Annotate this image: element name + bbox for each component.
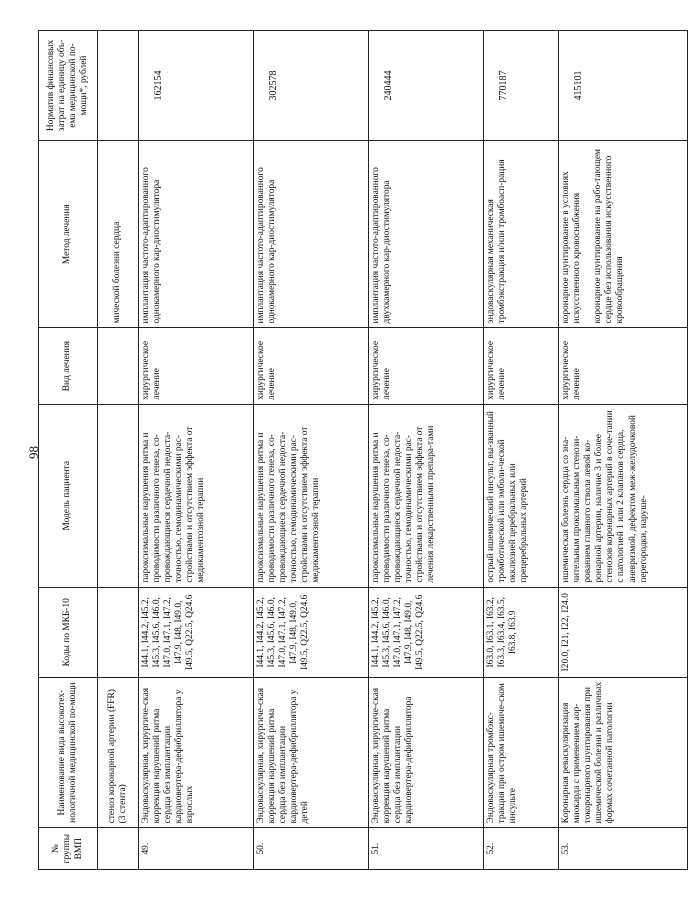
cell-method (484, 140, 559, 327)
cell-cost: 240444 (369, 31, 484, 141)
vmp-table (38, 30, 688, 870)
cell-method (139, 140, 254, 327)
cell-name: стеноз коронарной артерии (FFR) (3 стента) (98, 677, 139, 827)
table-row (254, 31, 369, 870)
cell-method: мической болезни сердца (98, 140, 139, 327)
cell-kind: хирургическое лечение (369, 328, 484, 404)
header-method: Метод лечения (39, 140, 98, 327)
table-row (369, 31, 484, 870)
cell-name: Коронарная реваскуляризация миокарда с применением аор-токоронарного шунтирования при ишемической болезни и различных формах сочетанной патологии (559, 677, 688, 827)
cell-codes: I20.0, I21, I22, I24.0 (559, 587, 688, 677)
cell-model: пароксизмальные нарушения ритма и проводимости различного генеза, со-провождающиеся сердечной недоста-точностью, гемодинамическими рас-стройствами и отсутствием эффекта от медикаментозной терапии (139, 404, 254, 587)
method-text-2: коронарное шунтирование на рабо-тающем сердце без использования искусственного кровообращения (593, 149, 626, 324)
method-text: эндоваскулярная механическая тромбэкстракция и/или тромбоасп-рация (486, 159, 508, 324)
table-row (484, 31, 559, 870)
cell-num: 51. (369, 828, 484, 870)
header-row (39, 31, 98, 870)
cell-model: острый ишемический инсульт, вы-званный тромботической или эмболи-ческой окклюзией церебральных или прецеребральных артерий (484, 404, 559, 587)
table-row (559, 31, 688, 870)
cell-codes: I44.1, I44.2, I45.2, I45.3, I45.6, I46.0, I47.0, I47.1, I47.2, I47.9, I48, I49.0, I49.5, Q22.5, Q24.6 (139, 587, 254, 677)
cell-cost: 415101 (559, 31, 688, 141)
cell-method (254, 140, 369, 327)
cell-kind (98, 328, 139, 404)
cell-num: 52. (484, 828, 559, 870)
cell-cost: 770187 (484, 31, 559, 141)
table-row (139, 31, 254, 870)
cell-num (98, 828, 139, 870)
cell-cost: 302578 (254, 31, 369, 141)
continuation-row (98, 31, 139, 870)
header-group: № группы ВМП (39, 828, 98, 870)
method-text: имплантация частото-адаптированного двухкамерного кар-диостимулятора (371, 167, 393, 324)
page-number: 98 (26, 446, 41, 459)
cell-name: Эндоваскулярная, хирургиче-ская коррекция нарушений ритма сердца без имплантации кардиовертера-дефибриллятора у детей (254, 677, 369, 827)
cell-num: 53. (559, 828, 688, 870)
header-codes: Коды по МКБ-10 (39, 587, 98, 677)
method-text: имплантация частото-адаптированного однокамерного кар-диостимулятора (256, 167, 278, 324)
cell-model: пароксизмальные нарушения ритма и проводимости различного генеза, со-провождающиеся сердечной недоста-точностью, гемодинамическими рас-стройствами и отсутствием эффекта от медикаментозной терапии (254, 404, 369, 587)
method-text: имплантация частото-адаптированного однокамерного кар-диостимулятора (141, 167, 163, 324)
cell-method (559, 140, 688, 327)
header-model: Модель пациента (39, 404, 98, 587)
cell-kind: хирургическое лечение (254, 328, 369, 404)
method-text: коронарное шунтирование в условиях искусственного кровоснабжения (561, 171, 583, 324)
cell-model: пароксизмальные нарушения ритма и проводимости различного генеза, со-провождающиеся сердечной недоста-точностью, гемодинамическими рас-стройствами и отсутствием эффекта от лечения лекарственными препара-тами (369, 404, 484, 587)
cell-cost: 162154 (139, 31, 254, 141)
cell-codes: I44.1, I44.2, I45.2, I45.3, I45.6, I46.0, I47.0, I47.1, I47.2, I47.9, I48, I49.0, I49.5, Q22.5, Q24.6 (254, 587, 369, 677)
cell-name: Эндоваскулярная тромбэкс-тракция при остром ишемиче-ском инсульте (484, 677, 559, 827)
cell-codes (98, 587, 139, 677)
header-kind: Вид лечения (39, 328, 98, 404)
cell-model: ишемическая болезнь сердца со зна-чительным проксимальным стенози-рованием главного ствола левой ко-ронарной артерии, наличие 3 и более стенозов коронарных артерий в соче-тании с патологией 1 или 2 клапанов сердца, аневризмой, дефектом меж-желудочковой перегородки, наруше- (559, 404, 688, 587)
cell-num: 49. (139, 828, 254, 870)
cell-kind: хирургическое лечение (484, 328, 559, 404)
cell-cost (98, 31, 139, 141)
header-name: Наименование вида высокотех-нологичной медицинской по-мощи (39, 677, 98, 827)
cell-codes: I63.0, I63.1, I63.2, I63.3, I63.4, I63.5, I63.8, I63.9 (484, 587, 559, 677)
cell-name: Эндоваскулярная, хирургиче-ская коррекция нарушений ритма сердца без имплантации кардиовертера-дефибриллятора (369, 677, 484, 827)
cell-kind: хирургическое лечение (139, 328, 254, 404)
cell-num: 50. (254, 828, 369, 870)
cell-name: Эндоваскулярная, хирургиче-ская коррекция нарушений ритма сердца без имплантации кардиовертера-дефибриллятора у взрослых (139, 677, 254, 827)
cell-method (369, 140, 484, 327)
cell-kind: хирургическое лечение (559, 328, 688, 404)
cell-model (98, 404, 139, 587)
cell-codes: I44.1, I44.2, I45.2, I45.3, I45.6, I46.0, I47.0, I47.1, I47.2, I47.9, I48, I49.0, I49.5, Q22.5, Q24.6 (369, 587, 484, 677)
header-cost: Норматив финансовых затрат на единицу объ-ема медицинской по-мощи*, рублей (39, 31, 98, 141)
